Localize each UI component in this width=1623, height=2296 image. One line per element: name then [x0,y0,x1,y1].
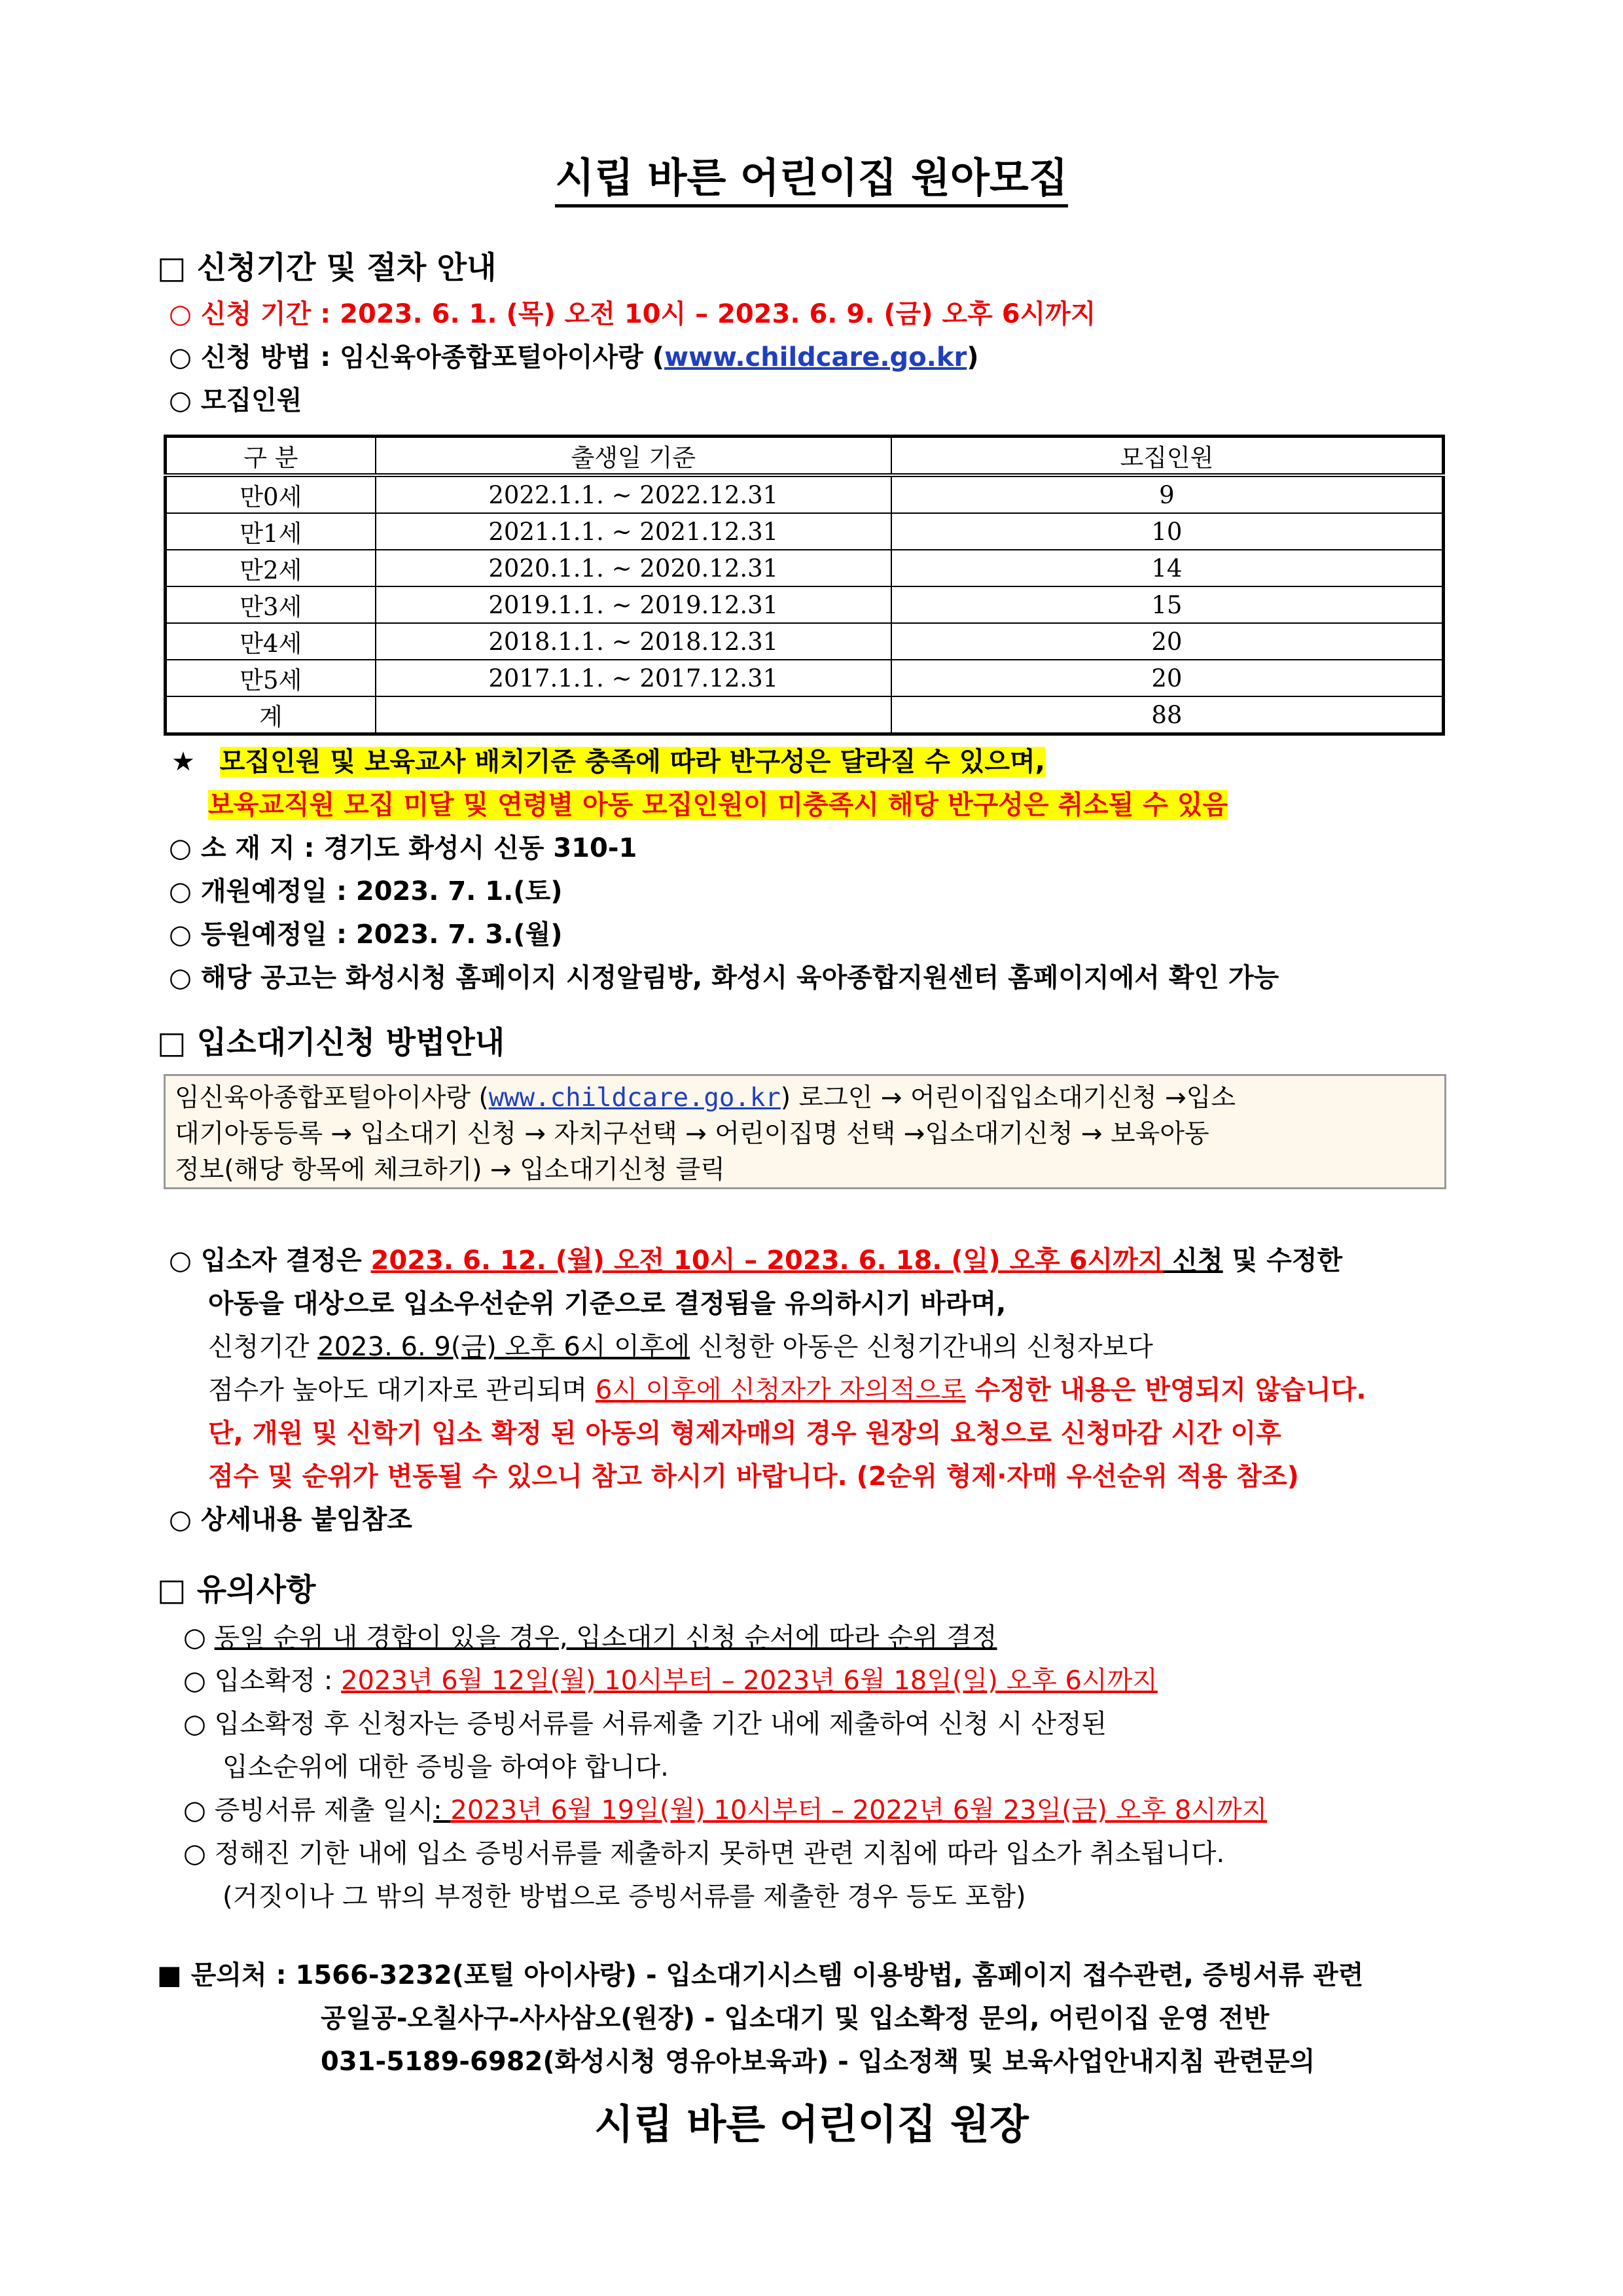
contact-line-3: 031-5189-6982(화성시청 영유아보육과) - 입소정책 및 보육사업안내지침 관련문의 [321,2047,1315,2077]
class-notice-1: ★ 모집인원 및 보육교사 배치기준 충족에 따라 반구성은 달라질 수 있으며, [171,747,1045,777]
procedure-line: 정보(해당 항목에 체크하기) → 입소대기신청 클릭 [175,1155,725,1185]
column-header: 모집인원 [891,437,1444,476]
class-notice-2: 보육교직원 모집 미달 및 연령별 아동 모집인원이 미충족시 해당 반구성은 취소될 수 있음 [208,790,1228,820]
section-heading-application: □ 신청기간 및 절차 안내 [157,250,497,286]
page-title: 시립 바른 어린이집 원아모집 [0,145,1623,204]
waitlist-procedure-box [164,1074,1446,1189]
section-heading-waitlist: □ 입소대기신청 방법안내 [157,1025,505,1061]
section-heading-cautions: □ 유의사항 [157,1572,316,1608]
table-row: 만2세 2020.1.1. ~ 2020.12.31 14 [166,550,1444,586]
caution-4: ○ 증빙서류 제출 일시: 2023년 6월 19일(월) 10시부터 – 2022년 6월 23일(금) 오후 8시까지 [183,1795,1268,1825]
opening-date: ○ 개원예정일 : 2023. 7. 1.(토) [169,876,563,906]
details-reference: ○ 상세내용 붙임참조 [169,1505,412,1535]
application-period: ○ 신청 기간 : 2023. 6. 1. (목) 오전 10시 – 2023. 6. 9. (금) 오후 6시까지 [169,299,1096,329]
table-total-row: 계 88 [166,696,1444,734]
caution-1: ○ 동일 순위 내 경합이 있을 경우, 입소대기 신청 순서에 따라 순위 결정 [183,1623,997,1653]
childcare-link[interactable]: www.childcare.go.kr [664,342,967,372]
application-method: ○ 신청 방법 : 임신육아종합포털아이사랑 (www.childcare.go.kr) [169,342,979,372]
caution-2: ○ 입소확정 : 2023년 6월 12일(월) 10시부터 – 2023년 6월 18일(일) 오후 6시까지 [183,1666,1158,1696]
caution-5b: (거짓이나 그 밖의 부정한 방법으로 증빙서류를 제출한 경우 등도 포함) [223,1882,1026,1912]
table-header-row [166,437,1444,476]
recruitment-table [164,435,1445,736]
table-row: 만5세 2017.1.1. ~ 2017.12.31 20 [166,660,1444,696]
decision-line-3: 신청기간 2023. 6. 9(금) 오후 6시 이후에 신청한 아동은 신청기간내의 신청자보다 [208,1332,1153,1362]
procedure-line: 임신육아종합포털아이사랑 (www.childcare.go.kr) 로그인 → 어린이집입소대기신청 →입소 [175,1083,1236,1113]
childcare-link[interactable]: www.childcare.go.kr [488,1083,781,1113]
table-row: 만0세 2022.1.1. ~ 2022.12.31 9 [166,475,1444,513]
column-header: 출생일 기준 [376,437,891,476]
recruit-label: ○ 모집인원 [169,386,302,416]
signature-director: 시립 바른 어린이집 원장 [594,2100,1029,2148]
table-row: 만4세 2018.1.1. ~ 2018.12.31 20 [166,623,1444,660]
enrollment-date: ○ 등원예정일 : 2023. 7. 3.(월) [169,920,563,950]
location: ○ 소 재 지 : 경기도 화성시 신동 310-1 [169,833,637,863]
table-row: 만1세 2021.1.1. ~ 2021.12.31 10 [166,513,1444,550]
table-row: 만3세 2019.1.1. ~ 2019.12.31 15 [166,586,1444,623]
decision-line-6: 점수 및 순위가 변동될 수 있으니 참고 하시기 바랍니다. (2순위 형제·자매 우선순위 적용 참조) [208,1462,1299,1492]
caution-5: ○ 정해진 기한 내에 입소 증빙서류를 제출하지 못하면 관련 지침에 따라 입소가 취소됩니다. [183,1839,1225,1869]
procedure-line: 대기아동등록 → 입소대기 신청 → 자치구선택 → 어린이집명 선택 →입소대기신청 → 보육아동 [175,1119,1209,1149]
column-header: 구 분 [166,437,376,476]
decision-line-4: 점수가 높아도 대기자로 관리되며 6시 이후에 신청자가 자의적으로 수정한 내용은 반영되지 않습니다. [208,1375,1366,1405]
decision-line-1: ○ 입소자 결정은 2023. 6. 12. (월) 오전 10시 – 2023. 6. 18. (일) 오후 6시까지 신청 및 수정한 [169,1246,1343,1276]
notice-info: ○ 해당 공고는 화성시청 홈페이지 시정알림방, 화성시 육아종합지원센터 홈페이지에서 확인 가능 [169,963,1279,993]
caution-3: ○ 입소확정 후 신청자는 증빙서류를 서류제출 기간 내에 제출하여 신청 시 산정된 [183,1709,1107,1739]
caution-3b: 입소순위에 대한 증빙을 하여야 합니다. [223,1752,669,1782]
decision-line-5: 단, 개원 및 신학기 입소 확정 된 아동의 형제자매의 경우 원장의 요청으로 신청마감 시간 이후 [208,1418,1281,1448]
star-icon: ★ [171,747,195,777]
decision-line-2: 아동을 대상으로 입소우선순위 기준으로 결정됨을 유의하시기 바라며, [208,1289,1007,1319]
contact-line-2: 공일공-오칠사구-사사삼오(원장) - 입소대기 및 입소확정 문의, 어린이집 운영 전반 [321,2003,1270,2034]
contact-line-1: ■ 문의처 : 1566-3232(포털 아이사랑) - 입소대기시스템 이용방법, 홈페이지 접수관련, 증빙서류 관련 [157,1960,1364,1990]
